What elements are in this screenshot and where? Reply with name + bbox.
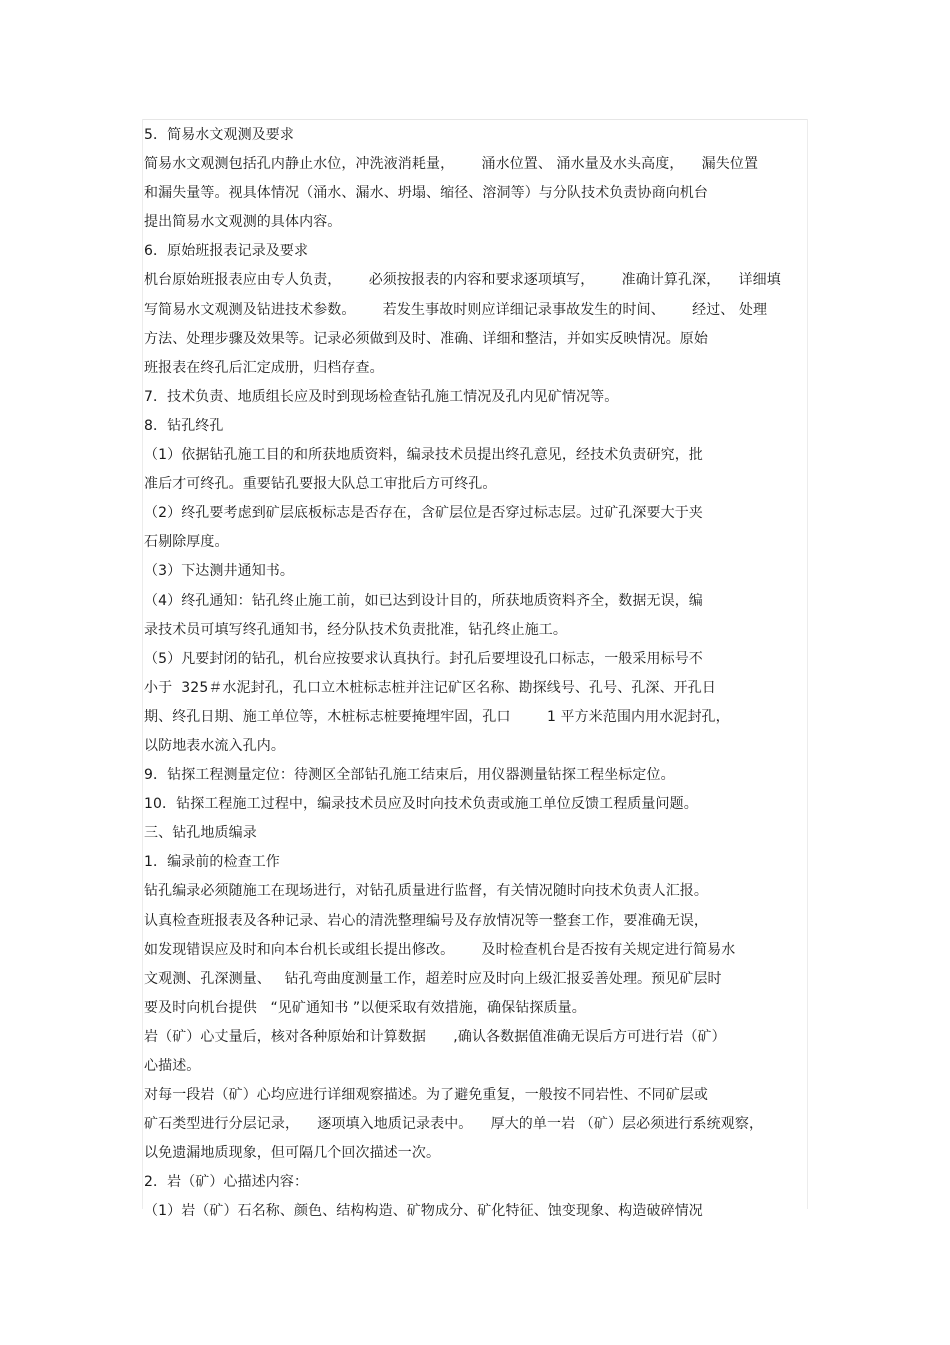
paragraph-line: 钻孔编录必须随施工在现场进行，对钻孔质量进行监督，有关情况随时向技术负责人汇报。	[144, 883, 708, 900]
paragraph-line: （4）终孔通知：钻孔终止施工前，如已达到设计目的，所获地质资料齐全，数据无误，编	[144, 592, 703, 609]
paragraph-line: 提出简易水文观测的具体内容。	[144, 214, 342, 231]
chapter-heading-geologic-logging: 三、钻孔地质编录	[144, 825, 257, 842]
paragraph-line: 写简易水文观测及钻进技术参数。 若发生事故时则应详细记录事故发生的时间、 经过、 处理	[144, 301, 768, 318]
paragraph-line: 期、终孔日期、施工单位等，木桩标志桩要掩埋牢固，孔口 1 平方米范围内用水泥封孔，	[144, 708, 730, 725]
section-heading-survey: 9．钻探工程测量定位：待测区全部钻孔施工结束后，用仪器测量钻探工程坐标定位。	[144, 767, 675, 784]
paragraph-line: 机台原始班报表应由专人负责， 必须按报表的内容和要求逐项填写， 准确计算孔深， 详细填	[144, 272, 781, 289]
page-frame-top-border	[142, 119, 808, 120]
paragraph-line: （1）岩（矿）石名称、颜色、结构构造、矿物成分、矿化特征、蚀变现象、构造破碎情况	[144, 1203, 703, 1220]
paragraph-line: 心描述。	[144, 1058, 201, 1074]
page-frame-left-border	[142, 119, 143, 1209]
paragraph-line: 认真检查班报表及各种记录、岩心的清洗整理编号及存放情况等一整套工作，要准确无误，	[144, 912, 708, 929]
paragraph-line: 如发现错误应及时和向本台机长或组长提出修改。 及时检查机台是否按有关规定进行简易水	[144, 941, 736, 958]
section-heading-quality: 10．钻探工程施工过程中，编录技术员应及时向技术负责或施工单位反馈工程质量问题。	[144, 796, 698, 813]
paragraph-line: （3）下达测井通知书。	[144, 563, 295, 580]
paragraph-line: 要及时向机台提供 “见矿通知书 ”以便采取有效措施，确保钻探质量。	[144, 999, 586, 1016]
section-heading-shift-report: 6．原始班报表记录及要求	[144, 243, 309, 260]
paragraph-line: 简易水文观测包括孔内静止水位，冲洗液消耗量， 涌水位置、 涌水量及水头高度， 漏失位置	[144, 156, 759, 173]
paragraph-line: 方法、处理步骤及效果等。记录必须做到及时、准确、详细和整洁，并如实反映情况。原始	[144, 330, 708, 347]
section-heading-final-hole: 8．钻孔终孔	[144, 417, 224, 434]
section-heading-core-description: 2．岩（矿）心描述内容：	[144, 1174, 309, 1191]
paragraph-line: 石剔除厚度。	[144, 534, 229, 551]
paragraph-line: 岩（矿）心丈量后，核对各种原始和计算数据 ,确认各数据值准确无误后方可进行岩（矿）	[144, 1028, 726, 1045]
paragraph-line: 准后才可终孔。重要钻孔要报大队总工审批后方可终孔。	[144, 476, 497, 493]
paragraph-line: （2）终孔要考虑到矿层底板标志是否存在，含矿层位是否穿过标志层。过矿孔深要大于夹	[144, 505, 703, 522]
section-heading-inspection: 7．技术负责、地质组长应及时到现场检查钻孔施工情况及孔内见矿情况等。	[144, 388, 619, 405]
section-heading-hydrology: 5．简易水文观测及要求	[144, 127, 295, 143]
document-body	[144, 121, 808, 1227]
paragraph-line: 录技术员可填写终孔通知书，经分队技术负责批准，钻孔终止施工。	[144, 621, 567, 638]
paragraph-line: 以免遗漏地质现象，但可隔几个回次描述一次。	[144, 1145, 441, 1162]
paragraph-line: （5）凡要封闭的钻孔，机台应按要求认真执行。封孔后要埋设孔口标志，一般采用标号不	[144, 650, 703, 667]
paragraph-line: 矿石类型进行分层记录， 逐项填入地质记录表中。 厚大的单一岩 （矿）层必须进行系统观察，	[144, 1116, 764, 1133]
paragraph-line: 和漏失量等。视具体情况（涌水、漏水、坍塌、缩径、溶洞等）与分队技术负责协商向机台	[144, 185, 708, 202]
paragraph-line: 小于 325＃水泥封孔，孔口立木桩标志桩并注记矿区名称、勘探线号、孔号、孔深、开孔日	[144, 679, 716, 696]
section-heading-pre-logging: 1．编录前的检查工作	[144, 854, 280, 871]
paragraph-line: 文观测、孔深测量、 钻孔弯曲度测量工作，超差时应及时向上级汇报妥善处理。预见矿层时	[144, 970, 722, 987]
paragraph-line: 以防地表水流入孔内。	[144, 737, 285, 754]
paragraph-line: （1）依据钻孔施工目的和所获地质资料，编录技术员提出终孔意见，经技术负责研究，批	[144, 447, 703, 464]
paragraph-line: 班报表在终孔后汇定成册，归档存查。	[144, 359, 384, 376]
paragraph-line: 对每一段岩（矿）心均应进行详细观察描述。为了避免重复，一般按不同岩性、不同矿层或	[144, 1087, 708, 1104]
